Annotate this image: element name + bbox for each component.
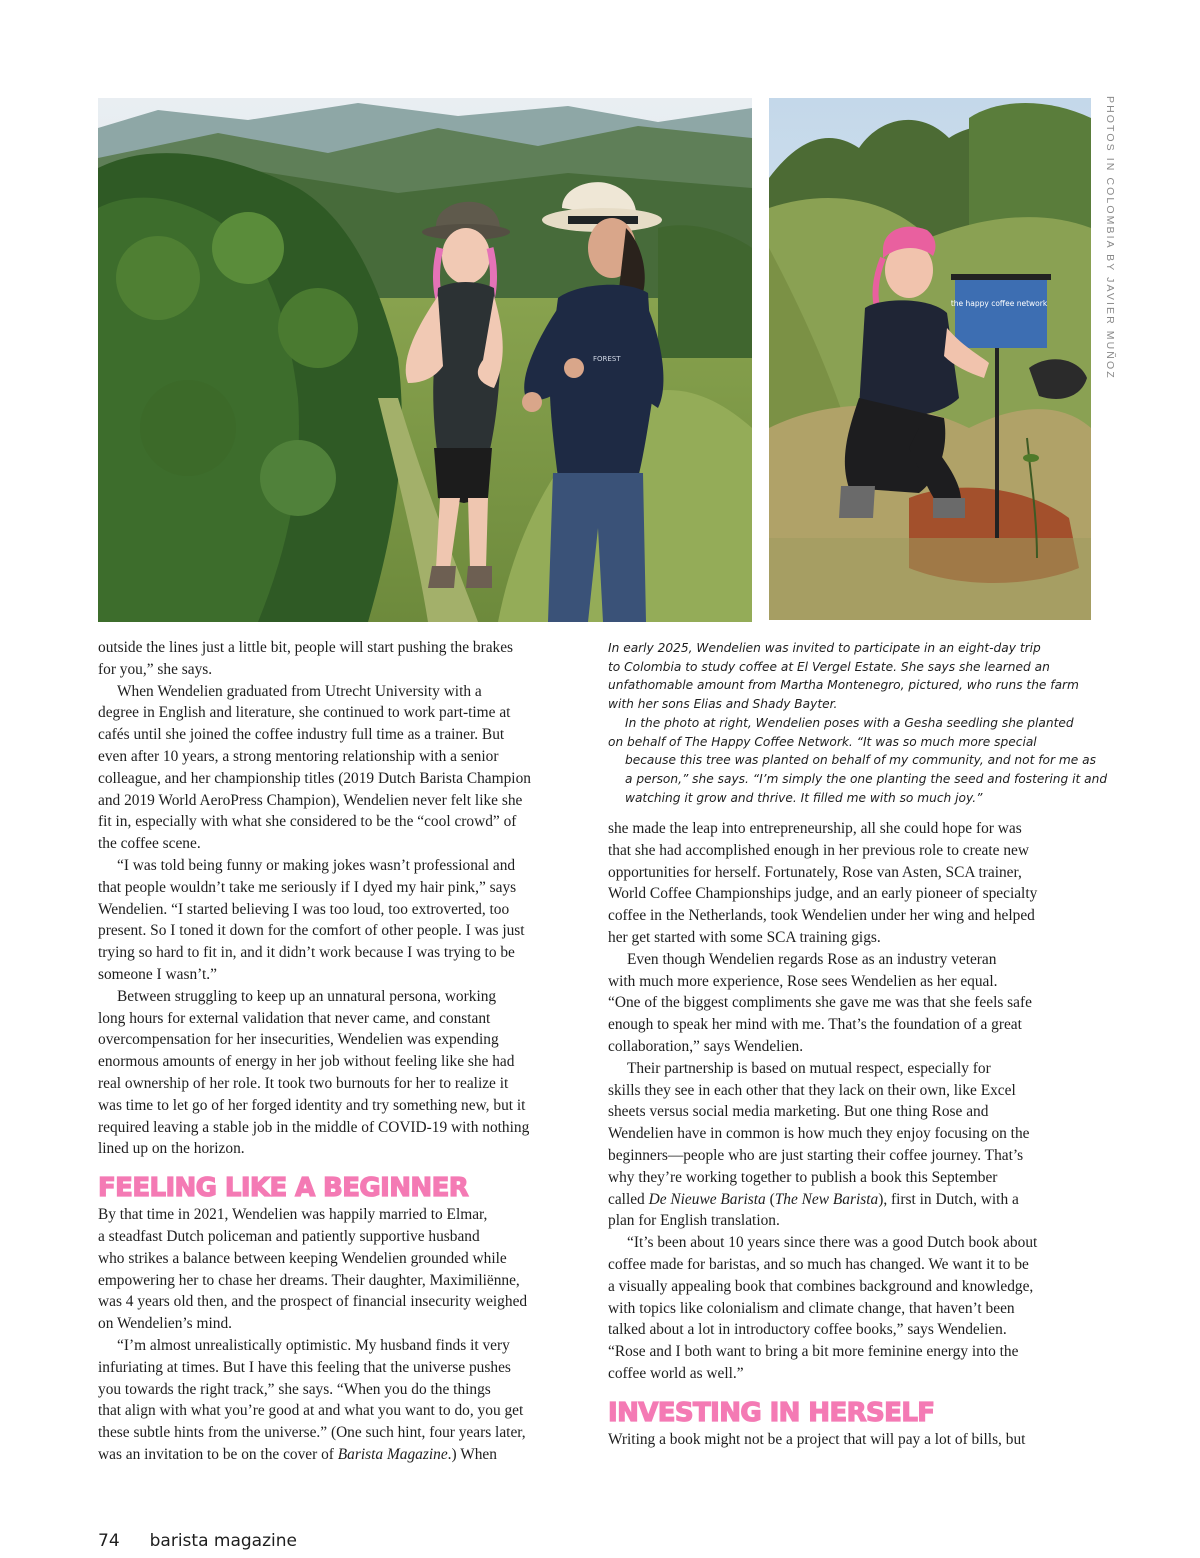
body-line: trying so hard to fit in, and it didn’t work because I was trying to be	[98, 944, 515, 962]
article-column-right	[608, 818, 1093, 1451]
body-paragraph	[98, 855, 590, 877]
body-text: called	[608, 1190, 649, 1208]
caption-line: a person,” she says. “I’m simply the one planting the seed and fostering it and	[625, 771, 1108, 786]
body-line: coffee in the Netherlands, took Wendelien under her wing and helped	[608, 907, 1035, 925]
sign-text: the happy coffee network	[950, 299, 1048, 308]
body-line: “I’m almost unrealistically optimistic. My husband finds it very	[117, 1336, 510, 1354]
page-number: 74	[98, 1531, 120, 1551]
body-text: was an invitation to be on the cover of	[98, 1445, 338, 1463]
body-line: coffee world as well.”	[608, 1364, 744, 1382]
body-line: Wendelien have in common is how much they enjoy focusing on the	[608, 1125, 1030, 1143]
body-line: someone I wasn’t.”	[98, 965, 217, 983]
body-paragraph	[98, 1335, 590, 1357]
body-paragraph	[608, 1232, 1093, 1254]
body-line: even after 10 years, a strong mentoring relationship with a senior	[98, 747, 499, 765]
body-line: By that time in 2021, Wendelien was happily married to Elmar,	[98, 1206, 488, 1224]
page-footer	[98, 1531, 297, 1551]
body-line: enormous amounts of energy in her job without feeling like she had	[98, 1053, 515, 1071]
body-line: that she had accomplished enough in her previous role to create new	[608, 841, 1029, 859]
shirt-logo-text: FOREST	[593, 355, 621, 363]
body-line: with much more experience, Rose sees Wendelien as her equal.	[608, 972, 998, 990]
body-line: that align with what you’re good at and what you want to do, you get	[98, 1402, 524, 1420]
body-line: talked about a lot in introductory coffee books,” says Wendelien.	[608, 1321, 1007, 1339]
photo-caption	[608, 639, 1108, 807]
caption-paragraph-1	[608, 639, 1098, 714]
body-paragraph-cont	[608, 971, 1093, 1058]
body-line: enough to speak her mind with me. That’s the foundation of a great	[608, 1016, 1022, 1034]
caption-line: because this tree was planted on behalf of my community, and not for me as	[625, 753, 1096, 768]
caption-paragraph-2	[608, 714, 1108, 808]
body-line: “One of the biggest compliments she gave me was that she feels safe	[608, 994, 1032, 1012]
body-line: and 2019 World AeroPress Champion), Wendelien never felt like she	[98, 791, 523, 809]
photo-credit-text: PHOTOS IN COLOMBIA BY JAVIER MUÑOZ	[1104, 96, 1116, 380]
caption-line: to Colombia to study coffee at El Vergel Estate. She says she learned an	[608, 659, 1050, 674]
body-line: fit in, especially with what she considered to be the “cool crowd” of	[98, 813, 517, 831]
body-line: who strikes a balance between keeping Wendelien grounded while	[98, 1249, 507, 1267]
body-line: World Coffee Championships judge, and an early pioneer of specialty	[608, 885, 1038, 903]
body-line: real ownership of her role. It took two burnouts for her to realize it	[98, 1074, 509, 1092]
body-line: cafés until she joined the coffee industry full time as a trainer. But	[98, 726, 505, 744]
body-line: skills they see in each other that they lack on their own, like Excel	[608, 1081, 1016, 1099]
body-line: Wendelien. “I started believing I was too loud, too extroverted, too	[98, 900, 510, 918]
article-column-left	[98, 637, 590, 1466]
body-line: infuriating at times. But I have this feeling that the universe pushes	[98, 1358, 511, 1376]
body-text: ), first in Dutch, with a	[878, 1190, 1019, 1208]
body-paragraph	[608, 1058, 1093, 1080]
body-line: the coffee scene.	[98, 835, 201, 853]
body-line: Writing a book might not be a project that will pay a lot of bills, but	[608, 1430, 1026, 1448]
body-paragraph-cont	[98, 1008, 590, 1161]
body-line: why they’re working together to publish a book this September	[608, 1168, 998, 1186]
body-paragraph-cont	[608, 1254, 1093, 1385]
body-paragraph-cont	[98, 702, 590, 855]
body-paragraph	[98, 681, 590, 703]
caption-line: watching it grow and thrive. It filled me with so much joy.”	[625, 790, 983, 805]
body-line: was 4 years old then, and the prospect of financial insecurity weighed	[98, 1293, 528, 1311]
body-line: her get started with some SCA training gigs.	[608, 928, 881, 946]
magazine-title-italic: Barista Magazine	[337, 1445, 448, 1463]
caption-line: In early 2025, Wendelien was invited to participate in an eight-day trip	[608, 641, 1041, 655]
body-text: .) When	[447, 1445, 497, 1463]
body-line: for you,” she says.	[98, 660, 213, 678]
section-heading-investing-in-herself: INVESTING IN HERSELF	[608, 1397, 935, 1428]
body-line: outside the lines just a little bit, people will start pushing the brakes	[98, 639, 514, 656]
body-line: Between struggling to keep up an unnatural persona, working	[117, 987, 497, 1005]
body-line: opportunities for herself. Fortunately, Rose van Asten, SCA trainer,	[608, 863, 1022, 881]
section-heading-feeling-like-a-beginner: FEELING LIKE A BEGINNER	[98, 1173, 469, 1204]
body-text: (	[765, 1190, 775, 1208]
body-paragraph-cont	[98, 877, 590, 986]
body-line: long hours for external validation that never came, and constant	[98, 1009, 491, 1027]
body-paragraph	[98, 986, 590, 1008]
body-line: you towards the right track,” she says. “When you do the things	[98, 1380, 491, 1398]
caption-line: unfathomable amount from Martha Montenegro, pictured, who runs the farm	[608, 678, 1079, 693]
body-line: “I was told being funny or making jokes wasn’t professional and	[117, 856, 516, 874]
body-line: “It’s been about 10 years since there was a good Dutch book about	[627, 1234, 1038, 1252]
body-line: When Wendelien graduated from Utrecht University with a	[117, 682, 482, 700]
body-line: “Rose and I both want to bring a bit more feminine energy into the	[608, 1343, 1019, 1361]
caption-line: on behalf of The Happy Coffee Network. “It was so much more special	[608, 734, 1037, 749]
body-line: degree in English and literature, she continued to work part-time at	[98, 704, 511, 722]
body-line: empowering her to chase her dreams. Their daughter, Maximiliënne,	[98, 1271, 520, 1289]
body-line: a steadfast Dutch policeman and patiently supportive husband	[98, 1227, 480, 1245]
body-line: Even though Wendelien regards Rose as an industry veteran	[627, 950, 997, 968]
photo-woman-planting-seedling	[769, 98, 1091, 620]
book-title-english-italic: The New Barista	[774, 1190, 879, 1208]
caption-line: with her sons Elias and Shady Bayter.	[608, 697, 838, 712]
body-line: overcompensation for her insecurities, Wendelien was expending	[98, 1031, 499, 1049]
photo-two-women-coffee-farm	[98, 98, 752, 622]
body-line: present. So I toned it down for the comfort of other people. I was just	[98, 922, 525, 940]
body-paragraph	[98, 637, 590, 681]
caption-line: In the photo at right, Wendelien poses with a Gesha seedling she planted	[625, 715, 1074, 730]
body-line: plan for English translation.	[608, 1212, 780, 1230]
book-title-italic: De Nieuwe Barista	[648, 1190, 766, 1208]
body-paragraph	[608, 1429, 1093, 1451]
body-line: these subtle hints from the universe.” (One such hint, four years later,	[98, 1424, 526, 1442]
photo-credit	[1100, 96, 1120, 380]
body-line: a visually appealing book that combines background and knowledge,	[608, 1277, 1034, 1295]
body-line: coffee made for baristas, and so much has changed. We want it to be	[608, 1255, 1029, 1273]
body-paragraph-cont	[608, 1080, 1093, 1233]
body-line: colleague, and her championship titles (2019 Dutch Barista Champion	[98, 769, 531, 787]
body-line: that people wouldn’t take me seriously if I dyed my hair pink,” says	[98, 878, 517, 896]
body-line: on Wendelien’s mind.	[98, 1315, 232, 1333]
body-line: lined up on the horizon.	[98, 1140, 245, 1158]
body-line: with topics like colonialism and climate change, that haven’t been	[608, 1299, 1015, 1317]
body-paragraph-cont	[98, 1357, 590, 1466]
body-line: she made the leap into entrepreneurship, all she could hope for was	[608, 820, 1022, 837]
body-line	[98, 1444, 590, 1466]
magazine-name: barista magazine	[149, 1531, 297, 1551]
body-line: required leaving a stable job in the middle of COVID-19 with nothing	[98, 1118, 530, 1136]
body-paragraph	[608, 949, 1093, 971]
body-line: beginners—people who are just starting their coffee journey. That’s	[608, 1146, 1024, 1164]
body-line	[608, 1189, 1093, 1211]
body-line: was time to let go of her forged identity and try something new, but it	[98, 1096, 526, 1114]
body-line: collaboration,” says Wendelien.	[608, 1037, 804, 1055]
body-line: sheets versus social media marketing. But one thing Rose and	[608, 1103, 989, 1121]
body-paragraph	[608, 818, 1093, 949]
body-paragraph	[98, 1204, 590, 1335]
body-line: Their partnership is based on mutual respect, especially for	[627, 1059, 991, 1077]
